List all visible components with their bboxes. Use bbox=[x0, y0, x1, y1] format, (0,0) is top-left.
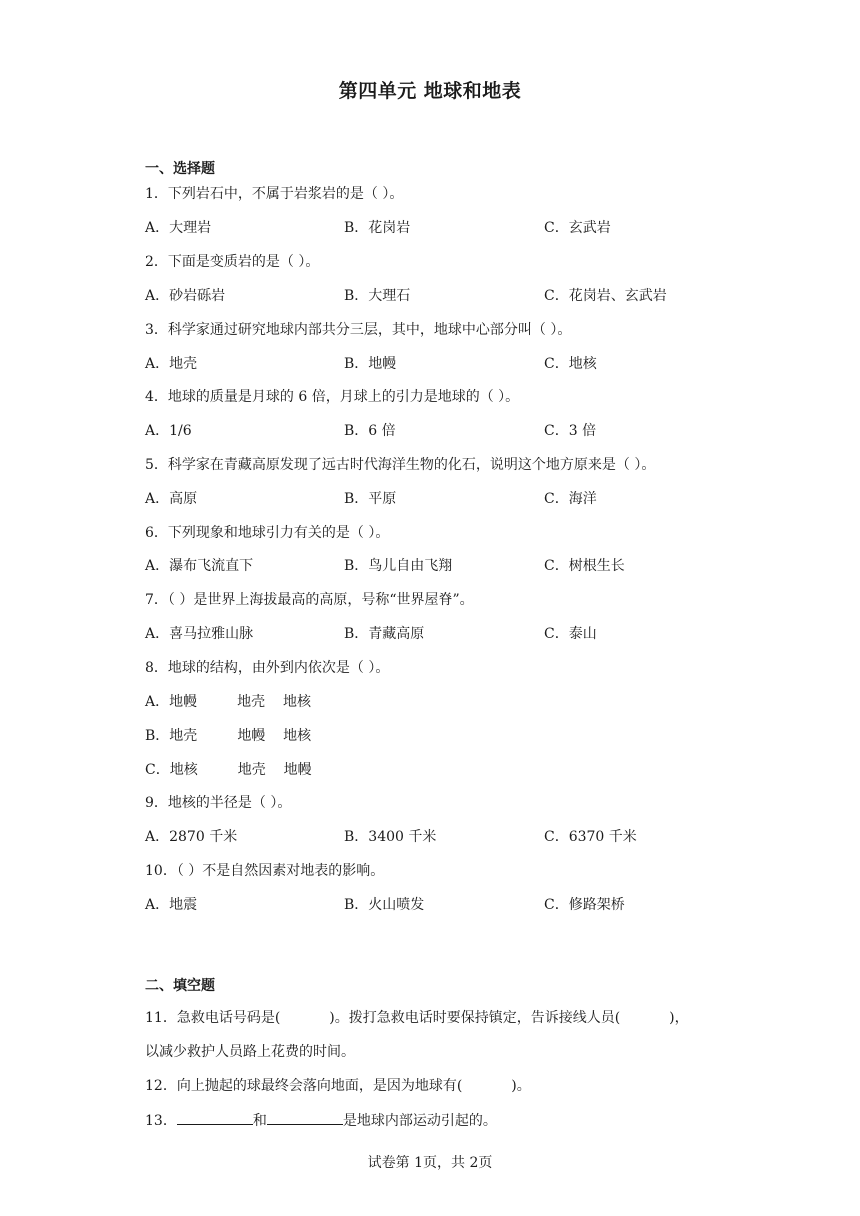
option-1a: A．大理岩 bbox=[145, 220, 212, 236]
question-10: 10．（ ）不是自然因素对地表的影响。 bbox=[145, 863, 385, 879]
page-title: 第四单元 地球和地表 bbox=[338, 80, 522, 102]
option-2b: B．大理石 bbox=[344, 288, 411, 304]
page-footer: 试卷第 1页，共 2页 bbox=[367, 1155, 493, 1171]
question-6: 6．下列现象和地球引力有关的是（ ）。 bbox=[145, 525, 390, 541]
question-1: 1．下列岩石中，不属于岩浆岩的是（ ）。 bbox=[145, 186, 404, 202]
question-5: 5．科学家在青藏高原发现了远古时代海洋生物的化石，说明这个地方原来是（ ）。 bbox=[145, 457, 656, 473]
option-8a: A．地幔 地壳 地核 bbox=[145, 694, 311, 710]
fill-blank-1[interactable] bbox=[177, 1110, 253, 1125]
option-2a: A．砂岩砾岩 bbox=[145, 288, 226, 304]
option-2c: C．花岗岩、玄武岩 bbox=[544, 288, 667, 304]
option-10b: B．火山喷发 bbox=[344, 897, 425, 913]
question-9: 9．地核的半径是（ ）。 bbox=[145, 795, 292, 811]
option-5b: B．平原 bbox=[344, 491, 397, 507]
option-9c: C．6370 千米 bbox=[544, 829, 637, 845]
option-6c: C．树根生长 bbox=[544, 558, 625, 574]
question-13-tail: 是地球内部运动引起的。 bbox=[342, 1113, 497, 1129]
fill-blank-2[interactable] bbox=[267, 1110, 343, 1125]
question-12: 12．向上抛起的球最终会落向地面，是因为地球有( )。 bbox=[145, 1078, 531, 1094]
option-7b: B．青藏高原 bbox=[344, 626, 425, 642]
question-8: 8．地球的结构，由外到内依次是（ ）。 bbox=[145, 660, 390, 676]
option-4c: C．3 倍 bbox=[544, 423, 597, 439]
option-10c: C．修路架桥 bbox=[544, 897, 625, 913]
option-6a: A．瀑布飞流直下 bbox=[145, 558, 254, 574]
option-5c: C．海洋 bbox=[544, 491, 597, 507]
option-8c: C．地核 地壳 地幔 bbox=[145, 762, 312, 778]
option-3a: A．地壳 bbox=[145, 356, 198, 372]
question-7: 7．（ ）是世界上海拔最高的高原，号称“世界屋脊”。 bbox=[145, 592, 474, 608]
section-heading-fill: 二、填空题 bbox=[145, 978, 215, 994]
question-13 bbox=[145, 1110, 497, 1131]
option-7a: A．喜马拉雅山脉 bbox=[145, 626, 254, 642]
question-11-cont: 以减少救护人员路上花费的时间。 bbox=[145, 1044, 355, 1060]
question-4: 4．地球的质量是月球的 6 倍，月球上的引力是地球的（ ）。 bbox=[145, 389, 520, 405]
question-3: 3．科学家通过研究地球内部共分三层，其中，地球中心部分叫（ ）。 bbox=[145, 322, 572, 338]
option-9a: A．2870 千米 bbox=[145, 829, 238, 845]
option-4a: A．1/6 bbox=[145, 423, 192, 439]
option-3b: B．地幔 bbox=[344, 356, 397, 372]
option-8b: B．地壳 地幔 地核 bbox=[145, 728, 312, 744]
question-11: 11．急救电话号码是( )。拨打急救电话时要保持镇定，告诉接线人员( )， bbox=[145, 1010, 689, 1026]
option-1c: C．玄武岩 bbox=[544, 220, 611, 236]
option-6b: B．鸟儿自由飞翔 bbox=[344, 558, 453, 574]
option-3c: C．地核 bbox=[544, 356, 597, 372]
question-13-number: 13． bbox=[145, 1113, 177, 1129]
option-4b: B．6 倍 bbox=[344, 423, 396, 439]
question-13-and: 和 bbox=[252, 1113, 267, 1129]
option-10a: A．地震 bbox=[145, 897, 198, 913]
option-1b: B．花岗岩 bbox=[344, 220, 411, 236]
option-9b: B．3400 千米 bbox=[344, 829, 437, 845]
question-2: 2．下面是变质岩的是（ ）。 bbox=[145, 254, 320, 270]
section-heading-choice: 一、选择题 bbox=[145, 161, 215, 177]
option-7c: C．泰山 bbox=[544, 626, 597, 642]
option-5a: A．高原 bbox=[145, 491, 198, 507]
